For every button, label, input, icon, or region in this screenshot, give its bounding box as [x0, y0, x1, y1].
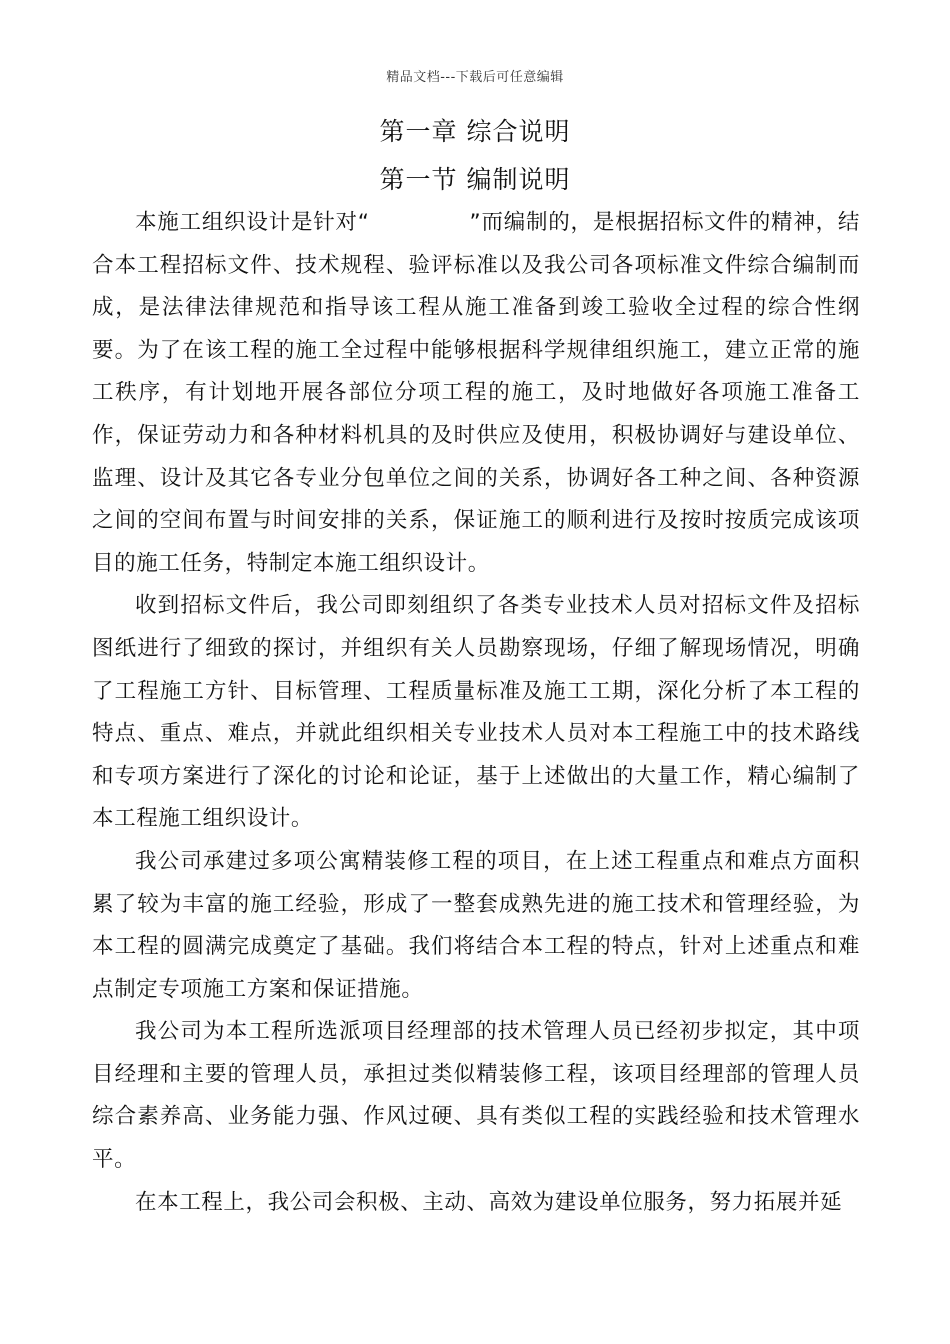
- paragraph-2: 收到招标文件后，我公司即刻组织了各类专业技术人员对招标文件及招标图纸进行了细致的探讨，并组织有关人员勘察现场，仔细了解现场情况，明确了工程施工方针、目标管理、工程质量标准及施工工期，深化分析了本工程的特点、重点、难点，并就此组织相关专业技术人员对本工程施工中的技术路线和专项方案进行了深化的讨论和论证，基于上述做出的大量工作，精心编制了本工程施工组织设计。: [92, 593, 860, 832]
- paragraph-3: 我公司承建过多项公寓精装修工程的项目，在上述工程重点和难点方面积累了较为丰富的施工经验，形成了一整套成熟先进的施工技术和管理经验，为本工程的圆满完成奠定了基础。我们将结合本工程的特点，针对上述重点和难点制定专项施工方案和保证措施。: [92, 848, 860, 1002]
- paragraph-1-lead: 本施工组织设计是针对“: [135, 210, 370, 235]
- header-note: 精品文档---下载后可任意编辑: [386, 70, 564, 85]
- paragraph-5: 在本工程上，我公司会积极、主动、高效为建设单位服务，努力拓展并延: [135, 1189, 843, 1215]
- paragraph-4: 我公司为本工程所选派项目经理部的技术管理人员已经初步拟定，其中项目经理和主要的管理人员，承担过类似精装修工程，该项目经理部的管理人员综合素养高、业务能力强、作风过硬、具有类似工程的实践经验和技术管理水平。: [92, 1019, 860, 1173]
- paragraph-1-rest: ”而编制的，是根据招标文件的精神，结合本工程招标文件、技术规程、验评标准以及我公司各项标准文件综合编制而成，是法律法律规范和指导该工程从施工准备到竣工验收全过程的综合性纲要。为了在该工程的施工全过程中能够根据科学规律组织施工，建立正常的施工秩序，有计划地开展各部位分项工程的施工，及时地做好各项施工准备工作，保证劳动力和各种材料机具的及时供应及使用，积极协调好与建设单位、监理、设计及其它各专业分包单位之间的关系，协调好各工种之间、各种资源之间的空间布置与时间安排的关系，保证施工的顺利进行及按时按质完成该项目的施工任务，特制定本施工组织设计。: [92, 210, 860, 576]
- section-title: 第一节 编制说明: [379, 165, 571, 194]
- paragraph-1: [92, 202, 860, 585]
- chapter-title: 第一章 综合说明: [379, 117, 571, 146]
- body-text: [92, 202, 860, 1224]
